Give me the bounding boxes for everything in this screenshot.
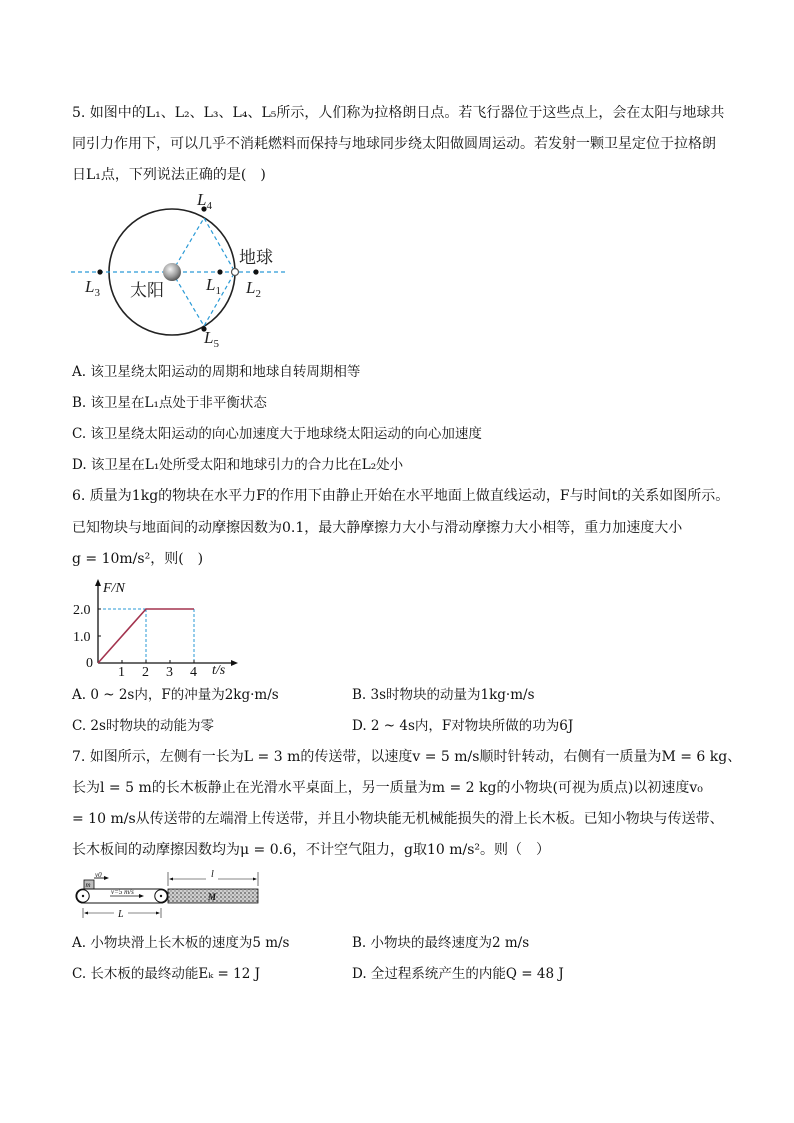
q5-stem-line-2: 同引力作用下，可以几乎不消耗燃料而保持与地球同步绕太阳做圆周运动。若发射一颗卫星定位于拉格朗 — [72, 136, 716, 152]
l5-triangle — [172, 272, 235, 326]
sun — [163, 263, 181, 281]
y-axis-label: F/N — [103, 581, 125, 596]
label-l2: $L_2$ — [246, 278, 261, 300]
q7-stem-line-4: 长木板间的动摩擦因数均为μ = 0.6，不计空气阻力，g取10 m/s²。则（ ） — [72, 842, 551, 858]
q5-lagrange-diagram — [68, 192, 298, 352]
label-l3: $L_3$ — [85, 277, 100, 299]
M-label: M — [208, 892, 217, 902]
m-label: m — [85, 881, 91, 889]
q7-stem-line-2: 长为l = 5 m的长木板静止在光滑水平桌面上，另一质量为m = 2 kg的小物块(可视为质点)以初速度v₀ — [72, 780, 703, 796]
q5-option-b[interactable]: B. 该卫星在L₁点处于非平衡状态 — [72, 395, 267, 411]
q7-stem-line-1: 7. 如图所示，左侧有一长为L = 3 m的传送带，以速度v = 5 m/s顺时针转动，右侧有一质量为M = 6 kg、 — [72, 749, 742, 765]
earth — [232, 269, 239, 276]
q5-option-c[interactable]: C. 该卫星绕太阳运动的向心加速度大于地球绕太阳运动的向心加速度 — [72, 426, 482, 442]
q6-option-c[interactable]: C. 2s时物块的动能为零 — [72, 718, 214, 734]
x-tick-3: 3 — [166, 665, 173, 677]
point-l1 — [217, 269, 222, 274]
q6-stem-line-3: g = 10m/s²，则( ) — [72, 551, 204, 567]
l-label: l — [211, 869, 214, 880]
q5-option-d[interactable]: D. 该卫星在L₁处所受太阳和地球引力的合力比在L₂处小 — [72, 457, 404, 473]
q7-option-b[interactable]: B. 小物块的最终速度为2 m/s — [352, 935, 530, 951]
q7-option-c[interactable]: C. 长木板的最终动能Eₖ = 12 J — [72, 966, 260, 982]
point-l3 — [97, 269, 102, 274]
x-tick-1: 1 — [118, 665, 125, 677]
y-tick-1: 1.0 — [73, 630, 91, 645]
q6-stem-line-2: 已知物块与地面间的动摩擦因数为0.1，最大静摩擦力大小与滑动摩擦力大小相等，重力加速度大小 — [72, 520, 683, 536]
q7-option-a[interactable]: A. 小物块滑上长木板的速度为5 m/s — [72, 935, 290, 951]
q5-stem-line-3: 日L₁点，下列说法正确的是( ) — [72, 167, 266, 183]
x-axis-label: t/s — [212, 663, 226, 677]
q5-stem-line-1: 5. 如图中的L₁、L₂、L₃、L₄、L₅所示，人们称为拉格朗日点。若飞行器位于这些点上，会在太阳与地球共 — [72, 105, 725, 121]
q5-option-a[interactable]: A. 该卫星绕太阳运动的周期和地球自转周期相等 — [72, 364, 361, 380]
q7-conveyor-diagram — [72, 868, 264, 920]
belt-speed-label: v=5 m/s — [111, 888, 134, 896]
y-axis-arrow — [95, 579, 101, 586]
label-l4: $L_4$ — [197, 192, 212, 212]
x-tick-4: 4 — [190, 665, 197, 677]
q6-option-d[interactable]: D. 2 ~ 4s内，F对物块所做的功为6J — [352, 718, 574, 734]
L-label: L — [118, 909, 124, 920]
q6-option-a[interactable]: A. 0 ~ 2s内，F的冲量为2kg·m/s — [72, 687, 279, 703]
label-l1: $L_1$ — [206, 275, 221, 297]
label-l5: $L_5$ — [204, 328, 219, 350]
v0-label: v0 — [95, 871, 102, 879]
earth-label: 地球 — [239, 248, 273, 267]
x-tick-2: 2 — [142, 665, 149, 677]
q7-option-d[interactable]: D. 全过程系统产生的内能Q = 48 J — [352, 966, 564, 982]
y-tick-2: 2.0 — [73, 603, 91, 618]
q7-stem-line-3: = 10 m/s从传送带的左端滑上传送带，并且小物块能无机械能损失的滑上长木板。已知小物块与传送带、 — [72, 811, 724, 827]
sun-label: 太阳 — [130, 281, 164, 300]
q6-force-time-graph — [72, 577, 242, 677]
q6-option-b[interactable]: B. 3s时物块的动量为1kg·m/s — [352, 687, 535, 703]
y-tick-0: 0 — [86, 656, 93, 671]
point-l2 — [253, 269, 258, 274]
q6-stem-line-1: 6. 质量为1kg的物块在水平力F的作用下由静止开始在水平地面上做直线运动，F与时间t的关系如图所示。 — [72, 488, 730, 504]
l4-triangle — [172, 218, 235, 272]
x-axis-arrow — [231, 660, 238, 666]
